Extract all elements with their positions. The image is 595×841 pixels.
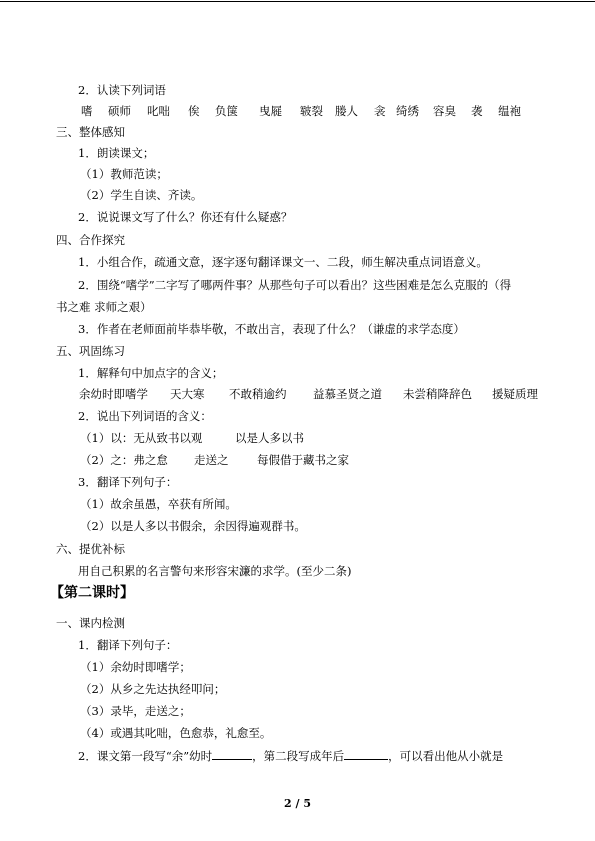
- list-item: 3．作者在老师面前毕恭毕敬，不敢出言，表现了什么？（谦虚的求学态度）: [78, 322, 465, 336]
- answer-blank[interactable]: [344, 747, 388, 760]
- phrase: 援疑质理: [492, 387, 538, 401]
- list-item: 2．围绕“嗜学”二字写了哪两件事？从那些句子可以看出？这些困难是怎么克服的（得: [78, 278, 512, 292]
- list-item: 1．小组合作，疏通文意，逐字逐句翻译课文一、二段，师生解决重点词语意义。: [78, 255, 488, 269]
- section-heading: 一、课内检测: [56, 616, 125, 630]
- word-meaning-row-zhi: [0, 452, 595, 468]
- list-item: （1）余幼时即嗜学；: [80, 660, 191, 674]
- vocab-word: 容臭: [433, 104, 456, 118]
- list-item: （4）或遇其叱咄，色愈恭，礼愈至。: [80, 726, 272, 740]
- section-heading: 五、巩固练习: [56, 344, 125, 358]
- vocab-word: 绮绣: [396, 104, 419, 118]
- phrase: 天大寒: [170, 387, 205, 401]
- vocab-word: 皲裂: [300, 104, 323, 118]
- phrase: 余幼时即嗜学: [79, 387, 148, 401]
- list-item: （2）学生自读、齐读。: [80, 188, 203, 202]
- vocab-word: 嗜: [81, 104, 93, 118]
- section-heading: 四、合作探究: [56, 233, 125, 247]
- word-meaning: （1）以：无从致书以观: [80, 431, 203, 445]
- phrase: 未尝稍降辞色: [403, 387, 472, 401]
- word-meaning: 每假借于藏书之家: [257, 453, 349, 467]
- section-heading: 六、提优补标: [56, 542, 125, 556]
- list-item: 3．翻译下列句子：: [78, 475, 178, 489]
- list-item: （2）从乡之先达执经叩问；: [80, 682, 226, 696]
- phrase: 益慕圣贤之道: [313, 387, 382, 401]
- vocab-word: 袭: [471, 104, 483, 118]
- phrase: 不敢稍逾约: [229, 387, 287, 401]
- list-item-continuation: 书之难 求师之艰）: [56, 300, 152, 314]
- question-text: ，第二段写成年后: [252, 749, 345, 763]
- word-meaning: 走送之: [194, 453, 229, 467]
- vocab-word: 缊袍: [498, 104, 521, 118]
- list-item: 2．说出下列词语的含义：: [78, 409, 212, 423]
- vocab-word: 俟: [188, 104, 200, 118]
- list-item: 用自己积累的名言警句来形容宋濂的求学。(至少二条): [78, 564, 352, 578]
- section-heading: 三、整体感知: [56, 125, 125, 139]
- vocab-word: 负箧: [215, 104, 238, 118]
- list-item: （3）录毕，走送之；: [80, 704, 191, 718]
- list-item: 1．朗读课文；: [78, 146, 155, 160]
- list-item: （1）教师范读；: [80, 167, 168, 181]
- item-recognize-words: 2．认读下列词语: [78, 83, 166, 97]
- vocab-word: 媵人: [335, 104, 358, 118]
- lesson-heading: 【第二课时】: [50, 585, 134, 601]
- top-rule: [0, 1, 595, 2]
- vocab-word: 衾: [374, 104, 386, 118]
- list-item: （1）故余虽愚，卒获有所闻。: [80, 497, 237, 511]
- page-number: 2 / 5: [284, 797, 311, 810]
- word-meaning-row-yi: [0, 430, 595, 446]
- word-meaning: 以是人多以书: [235, 431, 304, 445]
- list-item: 2．说说课文写了什么？你还有什么疑惑？: [78, 210, 293, 224]
- fill-in-question: [78, 747, 503, 764]
- question-text: 2．课文第一段写“余”幼时: [78, 749, 213, 763]
- vocab-word: 叱咄: [147, 104, 170, 118]
- list-item: 1．解释句中加点字的含义；: [78, 366, 224, 380]
- list-item: 1．翻译下列句子：: [78, 638, 178, 652]
- list-item: （2）以是人多以书假余，余因得遍观群书。: [80, 519, 306, 533]
- vocab-word: 硕师: [108, 104, 131, 118]
- answer-blank[interactable]: [212, 747, 252, 760]
- question-text: ，可以看出他从小就是: [388, 749, 504, 763]
- vocab-word: 曳屣: [259, 104, 282, 118]
- vocab-word-row: [0, 103, 595, 119]
- phrase-row: [0, 386, 595, 402]
- word-meaning: （2）之：弗之怠: [80, 453, 168, 467]
